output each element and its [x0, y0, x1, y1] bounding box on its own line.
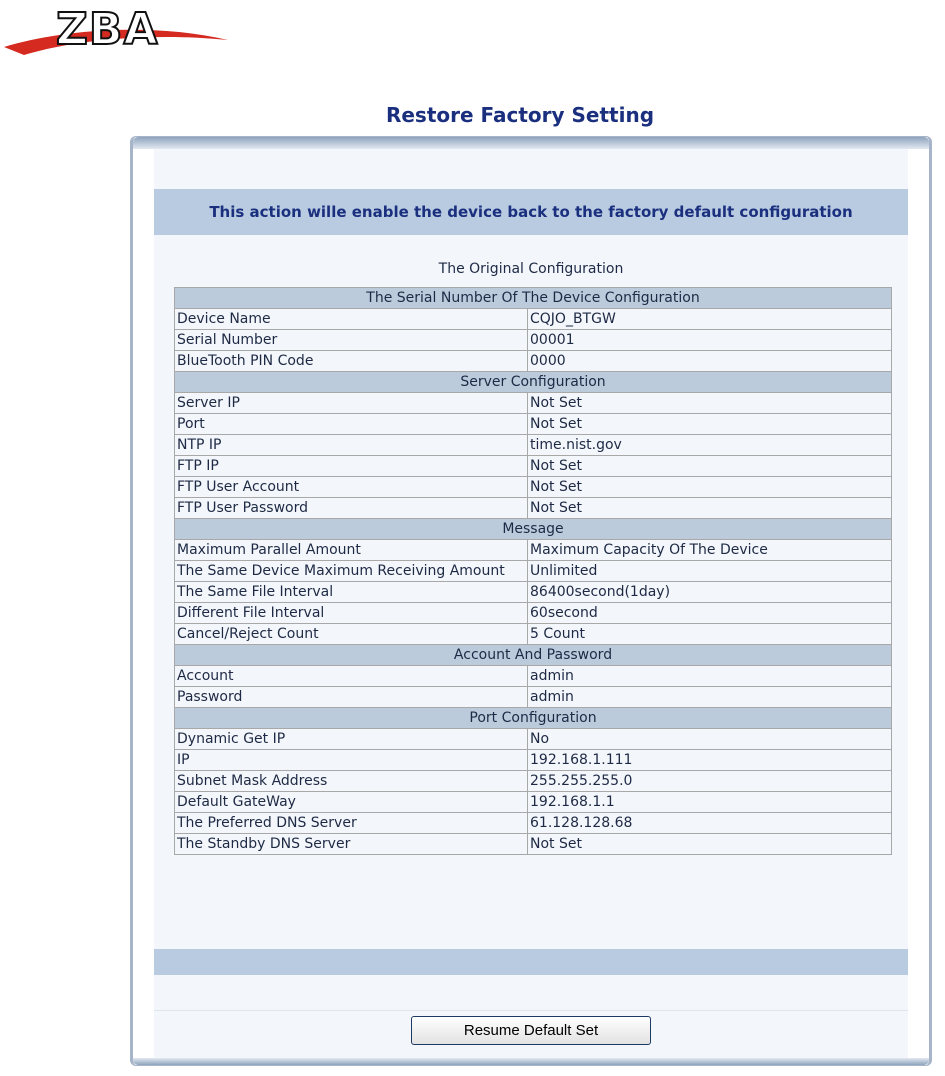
config-label: Cancel/Reject Count: [175, 624, 528, 645]
config-label: Subnet Mask Address: [175, 771, 528, 792]
config-row: [175, 330, 892, 351]
config-row: [175, 414, 892, 435]
config-value: Not Set: [528, 414, 892, 435]
config-label: Default GateWay: [175, 792, 528, 813]
config-row: [175, 582, 892, 603]
config-label: The Same File Interval: [175, 582, 528, 603]
config-row: [175, 540, 892, 561]
section-header: [175, 708, 892, 729]
config-label: Password: [175, 687, 528, 708]
config-row: [175, 666, 892, 687]
config-label: Serial Number: [175, 330, 528, 351]
config-value: Not Set: [528, 477, 892, 498]
config-label: NTP IP: [175, 435, 528, 456]
section-title: Message: [175, 519, 892, 540]
config-label: Device Name: [175, 309, 528, 330]
config-value: admin: [528, 666, 892, 687]
config-label: The Standby DNS Server: [175, 834, 528, 855]
config-row: [175, 750, 892, 771]
section-title: Account And Password: [175, 645, 892, 666]
divider: [154, 1010, 908, 1011]
config-label: BlueTooth PIN Code: [175, 351, 528, 372]
config-value: 5 Count: [528, 624, 892, 645]
restore-panel: [130, 136, 932, 1066]
config-label: The Same Device Maximum Receiving Amount: [175, 561, 528, 582]
section-header: [175, 519, 892, 540]
config-row: [175, 435, 892, 456]
section-title: The Serial Number Of The Device Configuration: [175, 288, 892, 309]
config-row: [175, 456, 892, 477]
config-row: [175, 834, 892, 855]
config-row: [175, 729, 892, 750]
config-label: Dynamic Get IP: [175, 729, 528, 750]
config-label: The Preferred DNS Server: [175, 813, 528, 834]
config-table: [174, 287, 892, 855]
section-title: Server Configuration: [175, 372, 892, 393]
config-value: Maximum Capacity Of The Device: [528, 540, 892, 561]
config-value: No: [528, 729, 892, 750]
config-label: IP: [175, 750, 528, 771]
config-label: Maximum Parallel Amount: [175, 540, 528, 561]
config-value: 255.255.255.0: [528, 771, 892, 792]
config-value: 00001: [528, 330, 892, 351]
config-row: [175, 561, 892, 582]
config-row: [175, 813, 892, 834]
config-value: Not Set: [528, 834, 892, 855]
config-value: admin: [528, 687, 892, 708]
resume-default-button[interactable]: Resume Default Set: [411, 1016, 651, 1045]
config-row: [175, 351, 892, 372]
config-value: CQJO_BTGW: [528, 309, 892, 330]
config-label: FTP IP: [175, 456, 528, 477]
page-title: Restore Factory Setting: [385, 103, 655, 127]
config-label: FTP User Account: [175, 477, 528, 498]
config-value: 192.168.1.1: [528, 792, 892, 813]
footer-band: [154, 949, 908, 975]
config-row: [175, 792, 892, 813]
config-value: 61.128.128.68: [528, 813, 892, 834]
config-value: time.nist.gov: [528, 435, 892, 456]
config-label: Port: [175, 414, 528, 435]
section-header: [175, 372, 892, 393]
config-value: Unlimited: [528, 561, 892, 582]
config-value: 192.168.1.111: [528, 750, 892, 771]
config-value: 0000: [528, 351, 892, 372]
config-label: Account: [175, 666, 528, 687]
config-value: 60second: [528, 603, 892, 624]
panel-bottom-border: [133, 1058, 929, 1065]
section-title: Port Configuration: [175, 708, 892, 729]
config-row: [175, 771, 892, 792]
config-label: FTP User Password: [175, 498, 528, 519]
section-header: [175, 288, 892, 309]
config-value: Not Set: [528, 456, 892, 477]
zba-logo: [0, 0, 232, 60]
config-row: [175, 624, 892, 645]
config-value: 86400second(1day): [528, 582, 892, 603]
config-label: Different File Interval: [175, 603, 528, 624]
panel-content: [154, 149, 908, 1058]
config-row: [175, 498, 892, 519]
notice-banner: This action wille enable the device back to the factory default configuration: [154, 189, 908, 235]
config-row: [175, 603, 892, 624]
config-value: Not Set: [528, 498, 892, 519]
logo-text: ZBA: [56, 4, 159, 55]
config-row: [175, 309, 892, 330]
config-row: [175, 687, 892, 708]
config-label: Server IP: [175, 393, 528, 414]
panel-top-border: [133, 137, 929, 149]
config-row: [175, 393, 892, 414]
config-value: Not Set: [528, 393, 892, 414]
config-title: The Original Configuration: [438, 261, 624, 277]
section-header: [175, 645, 892, 666]
config-row: [175, 477, 892, 498]
